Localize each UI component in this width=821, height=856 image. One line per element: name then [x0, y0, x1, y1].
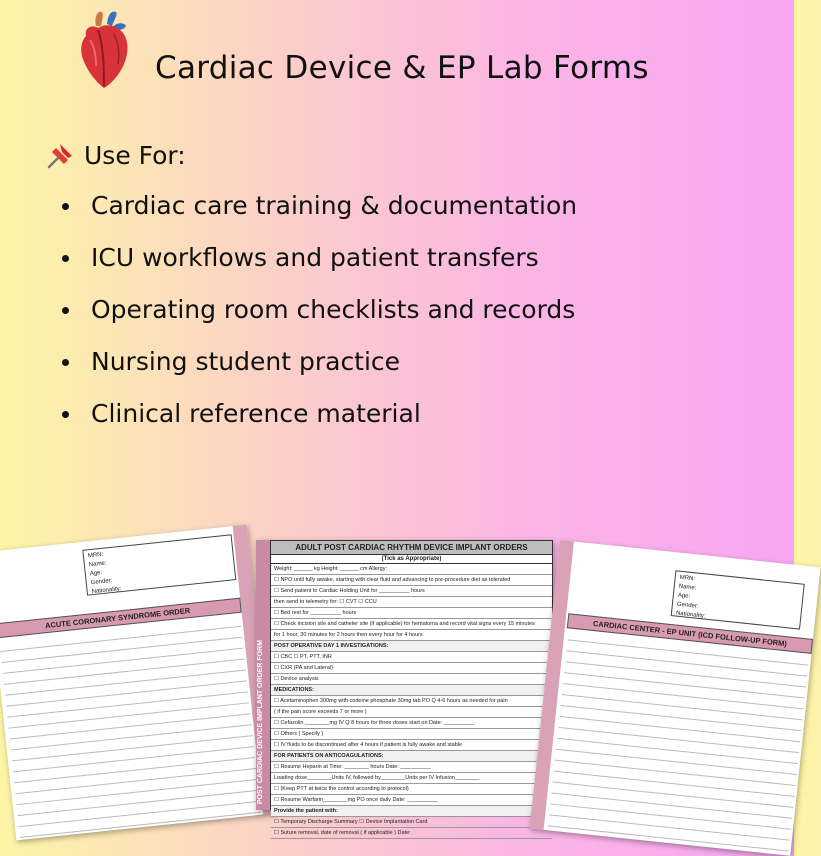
list-item: Cardiac care training & documentation: [62, 188, 577, 240]
patient-info-box: [671, 570, 805, 629]
patient-info-box: [82, 534, 236, 595]
acs-order-form-preview: [0, 525, 277, 841]
form-row: ☐ Temporary Discharge Summary ☐ Device Implantation Card: [271, 817, 552, 828]
pushpin-icon: [46, 140, 76, 170]
form-section: FOR PATIENTS ON ANTICOAGULATIONS:: [271, 751, 552, 762]
form-row: ☐ Resume Heparin at Time: ________ hours Date: __________: [271, 762, 552, 773]
form-title: ACUTE CORONARY SYNDROME ORDER: [0, 598, 242, 639]
form-row: Weight: ______ kg Height: ______ cm Allergy:: [271, 564, 552, 575]
icd-follow-up-form-preview: [530, 540, 821, 856]
anatomical-heart-icon: [74, 6, 134, 90]
form-row: ☐ (Keep PTT at twice the control according to protocol): [271, 784, 552, 795]
form-row: ☐ Cefazolin ________mg IV Q 8 hours for three doses start on Date: __________: [271, 718, 552, 729]
form-row: ☐ Check incision site and catheter site (if applicable) for hematoma and record vital signs every 15 minutes: [271, 619, 552, 630]
patient-field: Gender:: [676, 601, 699, 610]
form-title: CARDIAC CENTER - EP UNIT (ICD FOLLOW-UP FORM): [567, 613, 813, 654]
form-row: Loading dose________Units IV, followed by________Units per IV Infusion________: [271, 773, 552, 784]
page-title: Cardiac Device & EP Lab Forms: [155, 50, 649, 86]
form-subtitle: (Tick as Appropriate): [271, 555, 552, 564]
form-row: ☐ Bed rest for __________ hours: [271, 608, 552, 619]
list-item: Nursing student practice: [62, 344, 577, 396]
form-section: MEDICATIONS:: [271, 685, 552, 696]
patient-field: Gender:: [90, 577, 113, 587]
form-side-label: POST CARDIAC DEVICE IMPLANT ORDER FORM: [257, 639, 264, 804]
form-row: ( if the pain score exceeds 7 or more ): [271, 707, 552, 718]
use-for-list: [62, 188, 577, 448]
list-item: Operating room checklists and records: [62, 292, 577, 344]
form-rows: [0, 616, 261, 838]
device-implant-orders-preview: [256, 540, 553, 836]
form-rows: [548, 629, 809, 851]
patient-field: Age:: [89, 569, 103, 578]
patient-field: Nationality:: [675, 610, 706, 620]
form-title: ADULT POST CARDIAC RHYTHM DEVICE IMPLANT ORDERS: [271, 541, 552, 555]
form-section: POST OPERATIVE DAY 1 INVESTIGATIONS:: [271, 641, 552, 652]
list-item: ICU workflows and patient transfers: [62, 240, 577, 292]
form-row: ☐ CBC ☐ PT, PTT, INR: [271, 652, 552, 663]
patient-field: Age:: [677, 592, 691, 600]
patient-field: Nationality:: [91, 586, 122, 596]
form-row: ☐ NPO until fully awake, starting with clear fluid and advancing to pre-procedure diet as tolerated: [271, 575, 552, 586]
form-row: ☐ Others ( Specify ): [271, 729, 552, 740]
form-row: ☐ IV fluids to be discontinued after 4 hours if patient is fully awake and stable: [271, 740, 552, 751]
form-body: [270, 540, 553, 836]
patient-field: MRN:: [679, 574, 696, 583]
patient-field: Name:: [678, 583, 697, 592]
form-row: ☐ Resume Warfarin________mg PO once daily Date: __________: [271, 795, 552, 806]
form-row: ☐ Send patient to Cardiac Holding Unit for __________ hours: [271, 586, 552, 597]
use-for-heading: [46, 140, 186, 170]
form-row: ☐ Suture removal, date of removal ( if applicable ) Date:: [271, 828, 552, 839]
patient-field: MRN:: [87, 551, 104, 560]
use-for-label: Use For:: [84, 140, 186, 170]
form-section: Provide the patient with:: [271, 806, 552, 817]
patient-field: Name:: [88, 560, 107, 569]
form-row: for 1 hour, 30 minutes for 2 hours then every hour for 4 hours: [271, 630, 552, 641]
form-row: ☐ Acetaminophen 300mg with codeine phosphate 30mg tab PO Q 4-6 hours as needed for pain: [271, 696, 552, 707]
form-row: ☐ Device analysis: [271, 674, 552, 685]
form-row: ☐ CXR (PA and Lateral): [271, 663, 552, 674]
form-row: then send to telemetry for: ☐ CVT ☐ CCU: [271, 597, 552, 608]
list-item: Clinical reference material: [62, 396, 577, 448]
